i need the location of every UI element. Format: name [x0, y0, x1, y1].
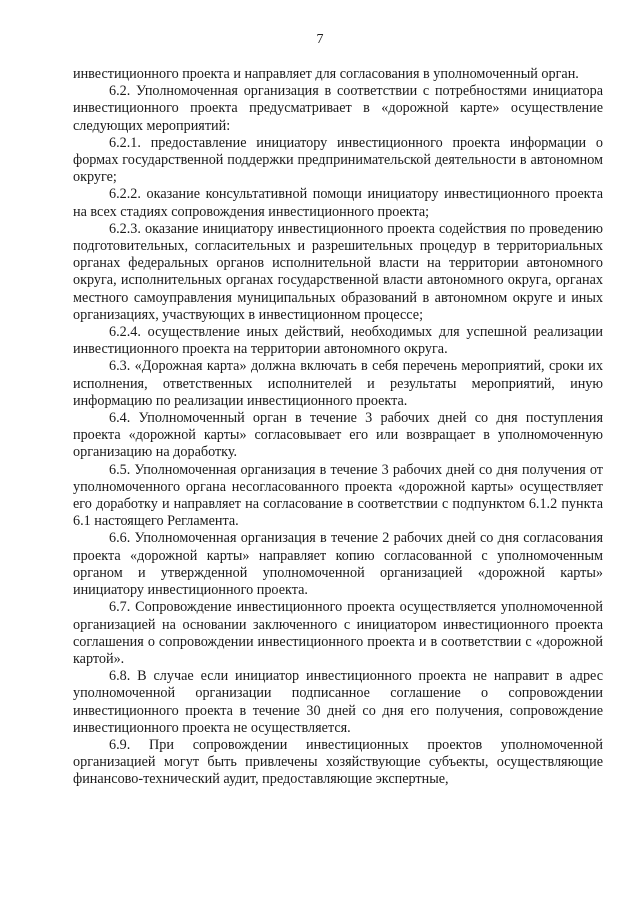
paragraph: 6.2.1. предоставление инициатору инвестиционного проекта информации о формах государственной поддержки предпринимательской деятельности в автономном округе; [73, 134, 603, 186]
paragraph: 6.9. При сопровождении инвестиционных проектов уполномоченной организацией могут быть привлечены хозяйствующие субъекты, осуществляющие финансово-технический аудит, предоставляющие экспертные, [73, 736, 603, 788]
document-body [73, 66, 603, 789]
paragraph: 6.4. Уполномоченный орган в течение 3 рабочих дней со дня поступления проекта «дорожной карты» согласовывает его или возвращает в уполномоченную организацию на доработку. [73, 410, 603, 461]
paragraph: 6.6. Уполномоченная организация в течение 2 рабочих дней со дня согласования проекта «дорожной карты» направляет копию согласованной с уполномоченным органом и утвержденной уполномоченной организацией «дорожной карты» инициатору инвестиционного проекта. [73, 530, 603, 599]
paragraph: 6.2.3. оказание инициатору инвестиционного проекта содействия по проведению подготовительных, согласительных и разрешительных процедур в территориальных органах федеральных органов исполнительной власти на территории автономного округа, исполнительных органах государственной власти автономного округа, органах местного самоуправления муниципальных образований в автономном округе и иных организациях, участвующих в инвестиционном процессе; [73, 220, 603, 323]
paragraph: 6.2. Уполномоченная организация в соответствии с потребностями инициатора инвестиционного проекта предусматривает в «дорожной карте» осуществление следующих мероприятий: [73, 83, 603, 134]
paragraph: 6.8. В случае если инициатор инвестиционного проекта не направит в адрес уполномоченной организации подписанное соглашение о сопровождении инвестиционного проекта в течение 30 дней со дня его получения, сопровождение инвестиционного проекта не осуществляется. [73, 668, 603, 736]
paragraph: инвестиционного проекта и направляет для согласования в уполномоченный орган. [73, 66, 579, 82]
paragraph: 6.7. Сопровождение инвестиционного проекта осуществляется уполномоченной организацией на основании заключенного с инициатором инвестиционного проекта соглашения о сопровождении инвестиционного проекта и в соответствии с «дорожной картой». [73, 599, 603, 667]
page-number: 7 [316, 32, 324, 47]
paragraph: 6.2.2. оказание консультативной помощи инициатору инвестиционного проекта на всех стадиях сопровождения инвестиционного проекта; [73, 186, 603, 220]
paragraph: 6.2.4. осуществление иных действий, необходимых для успешной реализации инвестиционного проекта на территории автономного округа. [73, 324, 603, 358]
paragraph: 6.5. Уполномоченная организация в течение 3 рабочих дней со дня получения от уполномоченного органа несогласованного проекта «дорожной карты» осуществляет его доработку и направляет на согласование в соответствии с подпунктом 6.1.2 пункта 6.1 настоящего Регламента. [73, 461, 603, 530]
paragraph: 6.3. «Дорожная карта» должна включать в себя перечень мероприятий, сроки их исполнения, ответственных исполнителей и результаты мероприятий, иную информацию по реализации инвестиционного проекта. [73, 358, 603, 409]
